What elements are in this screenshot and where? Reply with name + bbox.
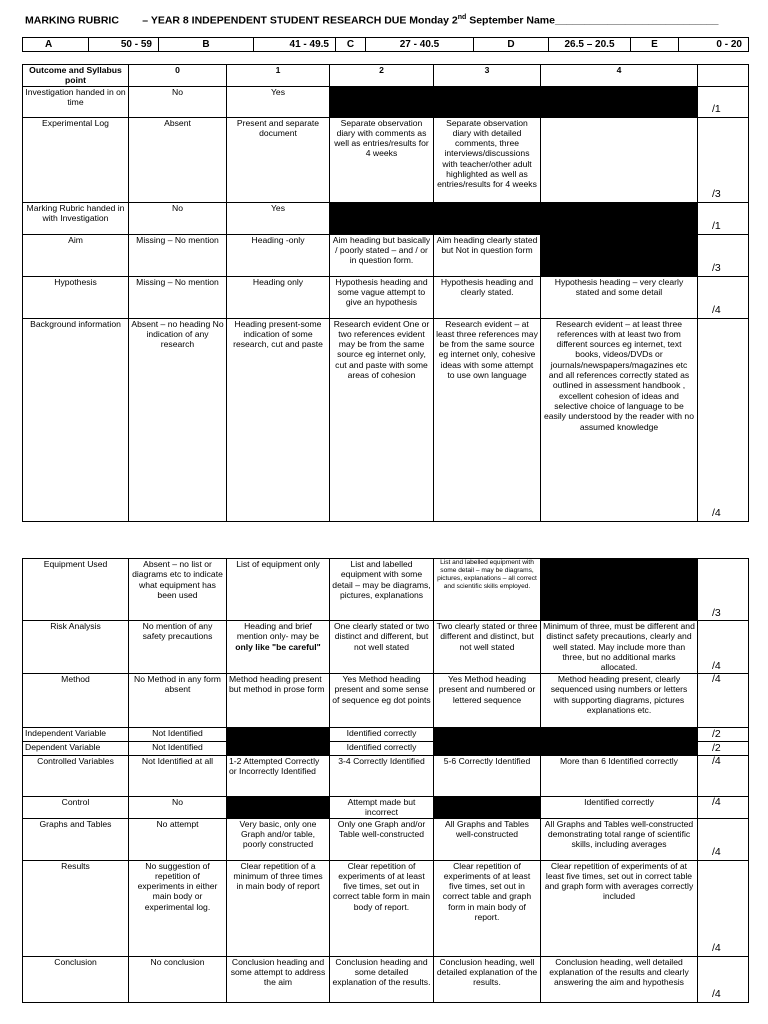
row-background bbox=[23, 318, 749, 521]
row-investigation bbox=[23, 86, 749, 117]
cell-4 bbox=[541, 117, 698, 202]
row-experimental-log bbox=[23, 117, 749, 202]
row-label: Aim bbox=[23, 234, 129, 276]
cell-4: Identified correctly bbox=[541, 797, 698, 819]
cell-1: Clear repetition of a minimum of three times in main body of report bbox=[227, 860, 330, 956]
row-marking-rubric bbox=[23, 202, 749, 234]
row-label: Graphs and Tables bbox=[23, 818, 129, 860]
mark-cell: /4 bbox=[698, 756, 749, 797]
cell-0: No mention of any safety precautions bbox=[129, 621, 227, 674]
row-results bbox=[23, 860, 749, 956]
blacked-out-cell bbox=[227, 728, 330, 742]
row-dependent-variable bbox=[23, 742, 749, 756]
cell-0: Not Identified bbox=[129, 742, 227, 756]
row-label: Marking Rubric handed in with Investigation bbox=[23, 202, 129, 234]
col-header-3: 3 bbox=[434, 65, 541, 87]
mark-cell: /4 bbox=[698, 674, 749, 728]
blacked-out-cell bbox=[434, 742, 698, 756]
mark-cell: /4 bbox=[698, 860, 749, 956]
row-conclusion bbox=[23, 956, 749, 1002]
cell-2: Research evident One or two references evident may be from the same source eg internet only, cut and paste with some areas of cohesion bbox=[330, 318, 434, 521]
cell-1: Very basic, only one Graph and/or table, poorly constructed bbox=[227, 818, 330, 860]
cell-2: Hypothesis heading and some vague attempt to give an hypothesis bbox=[330, 276, 434, 318]
cell-1: Conclusion heading and some attempt to address the aim bbox=[227, 956, 330, 1002]
grade-bands-table bbox=[22, 37, 749, 52]
cell-4: More than 6 Identified correctly bbox=[541, 756, 698, 797]
grade-range-d: 26.5 – 20.5 bbox=[549, 38, 631, 52]
col-header-4: 4 bbox=[541, 65, 698, 87]
row-aim bbox=[23, 234, 749, 276]
blacked-out-cell bbox=[541, 234, 698, 276]
cell-4: Minimum of three, must be different and distinct safety precautions, clearly and well stated. May include more than three, but no additional marks allocated. bbox=[541, 621, 698, 674]
cell-3: All Graphs and Tables well-constructed bbox=[434, 818, 541, 860]
cell-2: Identified correctly bbox=[330, 728, 434, 742]
blacked-out-cell bbox=[434, 728, 698, 742]
cell-0: No bbox=[129, 797, 227, 819]
row-controlled-variables bbox=[23, 756, 749, 797]
cell-0: Not Identified bbox=[129, 728, 227, 742]
cell-2: Aim heading but basically / poorly stated – and / or in question form. bbox=[330, 234, 434, 276]
cell-0: No bbox=[129, 202, 227, 234]
cell-4: Research evident – at least three references with at least two from different sources eg internet, text books, videos/DVDs or journals/newspapers/magazines etc and all references correctly stated as outlined in assessment handbook , excellent cohesion of ideas and selective choice of language to be easily understood by the reader with no assumed knowledge bbox=[541, 318, 698, 521]
cell-4: Method heading present, clearly sequenced using numbers or letters with supporting diagrams, pictures explanations etc. bbox=[541, 674, 698, 728]
page-title bbox=[25, 14, 745, 27]
grade-range-a: 50 - 59 bbox=[89, 38, 159, 52]
row-hypothesis bbox=[23, 276, 749, 318]
cell-2: Clear repetition of experiments of at least five times, set out in correct table form in main body of report. bbox=[330, 860, 434, 956]
risk-cell-1-text: Heading and brief mention only- may be bbox=[236, 621, 320, 642]
grade-letter-c: C bbox=[336, 38, 366, 52]
cell-0: Absent bbox=[129, 117, 227, 202]
cell-2: List and labelled equipment with some detail – may be diagrams, pictures, explanations bbox=[330, 559, 434, 621]
mark-cell: /1 bbox=[698, 86, 749, 117]
rubric-table-1 bbox=[22, 64, 749, 522]
cell-0: No conclusion bbox=[129, 956, 227, 1002]
mark-cell: /2 bbox=[698, 728, 749, 742]
cell-0: No bbox=[129, 86, 227, 117]
cell-1 bbox=[227, 621, 330, 674]
row-label: Results bbox=[23, 860, 129, 956]
cell-1: List of equipment only bbox=[227, 559, 330, 621]
grade-range-b: 41 - 49.5 bbox=[254, 38, 336, 52]
mark-cell: /4 bbox=[698, 956, 749, 1002]
blacked-out-cell bbox=[330, 86, 698, 117]
header-row bbox=[23, 65, 749, 87]
cell-0: No attempt bbox=[129, 818, 227, 860]
blacked-out-cell bbox=[227, 742, 330, 756]
row-label: Investigation handed in on time bbox=[23, 86, 129, 117]
row-risk-analysis bbox=[23, 621, 749, 674]
mark-cell: /3 bbox=[698, 234, 749, 276]
cell-2: Attempt made but incorrect bbox=[330, 797, 434, 819]
col-header-mark bbox=[698, 65, 749, 87]
cell-2: Only one Graph and/or Table well-constructed bbox=[330, 818, 434, 860]
cell-0: Absent – no list or diagrams etc to indicate what equipment has been used bbox=[129, 559, 227, 621]
cell-1: Heading -only bbox=[227, 234, 330, 276]
row-label: Dependent Variable bbox=[23, 742, 129, 756]
mark-cell: /3 bbox=[698, 117, 749, 202]
cell-4: Conclusion heading, well detailed explanation of the results and clearly answering the aim and hypothesis bbox=[541, 956, 698, 1002]
blacked-out-cell bbox=[227, 797, 330, 819]
row-label: Experimental Log bbox=[23, 117, 129, 202]
cell-2: Conclusion heading and some detailed explanation of the results. bbox=[330, 956, 434, 1002]
col-header-1: 1 bbox=[227, 65, 330, 87]
col-header-2: 2 bbox=[330, 65, 434, 87]
cell-1: Present and separate document bbox=[227, 117, 330, 202]
mark-cell: /1 bbox=[698, 202, 749, 234]
rubric-table-2 bbox=[22, 558, 749, 1003]
title-mid: – YEAR 8 INDEPENDENT STUDENT RESEARCH DUE Monday 2 bbox=[142, 14, 458, 27]
cell-0: No Method in any form absent bbox=[129, 674, 227, 728]
cell-3: Two clearly stated or three different and distinct, but not well stated bbox=[434, 621, 541, 674]
title-end: September Name____________________________ bbox=[466, 14, 719, 27]
col-header-0: 0 bbox=[129, 65, 227, 87]
row-label: Background information bbox=[23, 318, 129, 521]
row-label: Conclusion bbox=[23, 956, 129, 1002]
cell-0: Not Identified at all bbox=[129, 756, 227, 797]
row-graphs-tables bbox=[23, 818, 749, 860]
cell-1: Method heading present but method in prose form bbox=[227, 674, 330, 728]
cell-3: Conclusion heading, well detailed explanation of the results. bbox=[434, 956, 541, 1002]
mark-cell: /4 bbox=[698, 797, 749, 819]
row-label: Method bbox=[23, 674, 129, 728]
row-control bbox=[23, 797, 749, 819]
cell-3: Clear repetition of experiments of at least five times, set out in correct table and graph form in main body of report. bbox=[434, 860, 541, 956]
cell-3: List and labelled equipment with some detail – may be diagrams, pictures, explanations – all correct and scientific skills employed. bbox=[434, 559, 541, 621]
cell-2: Yes Method heading present and some sense of sequence eg dot points bbox=[330, 674, 434, 728]
cell-2: 3-4 Correctly Identified bbox=[330, 756, 434, 797]
cell-1: Heading present-some indication of some research, cut and paste bbox=[227, 318, 330, 521]
cell-1: 1-2 Attempted Correctly or Incorrectly Identified bbox=[227, 756, 330, 797]
blacked-out-cell bbox=[330, 202, 698, 234]
row-label: Independent Variable bbox=[23, 728, 129, 742]
mark-cell: /4 bbox=[698, 621, 749, 674]
row-label: Equipment Used bbox=[23, 559, 129, 621]
cell-0: Missing – No mention bbox=[129, 234, 227, 276]
cell-0: Missing – No mention bbox=[129, 276, 227, 318]
mark-cell: /4 bbox=[698, 276, 749, 318]
row-method bbox=[23, 674, 749, 728]
cell-3: Aim heading clearly stated but Not in question form bbox=[434, 234, 541, 276]
cell-2: One clearly stated or two distinct and different, but not well stated bbox=[330, 621, 434, 674]
grade-letter-d: D bbox=[474, 38, 549, 52]
cell-2: Separate observation diary with comments as well as entries/results for 4 weeks bbox=[330, 117, 434, 202]
row-label: Control bbox=[23, 797, 129, 819]
cell-3: Research evident – at least three references may be from the same source eg internet only, cohesive ideas with some attempt to use own language bbox=[434, 318, 541, 521]
row-label: Risk Analysis bbox=[23, 621, 129, 674]
cell-4: All Graphs and Tables well-constructed demonstrating total range of scientific skills, including averages bbox=[541, 818, 698, 860]
row-equipment bbox=[23, 559, 749, 621]
risk-cell-1-bold: only like "be careful" bbox=[235, 641, 321, 652]
blacked-out-cell bbox=[434, 797, 541, 819]
mark-cell: /3 bbox=[698, 559, 749, 621]
cell-3: 5-6 Correctly Identified bbox=[434, 756, 541, 797]
blacked-out-cell bbox=[541, 559, 698, 621]
title-sup: nd bbox=[457, 14, 467, 21]
cell-1: Yes bbox=[227, 202, 330, 234]
title-left: MARKING RUBRIC bbox=[25, 14, 119, 27]
grade-bands-row bbox=[23, 38, 749, 52]
cell-1: Yes bbox=[227, 86, 330, 117]
mark-cell: /2 bbox=[698, 742, 749, 756]
cell-3: Separate observation diary with detailed comments, three interviews/discussions with teacher/other adult highlighted as well as entries/results for 4 weeks bbox=[434, 117, 541, 202]
row-label: Controlled Variables bbox=[23, 756, 129, 797]
mark-cell: /4 bbox=[698, 318, 749, 521]
cell-4: Hypothesis heading – very clearly stated and some detail bbox=[541, 276, 698, 318]
cell-4: Clear repetition of experiments of at least five times, set out in correct table and graph form with averages correctly included bbox=[541, 860, 698, 956]
cell-2: Identified correctly bbox=[330, 742, 434, 756]
cell-0: Absent – no heading No indication of any research bbox=[129, 318, 227, 521]
cell-3: Hypothesis heading and clearly stated. bbox=[434, 276, 541, 318]
row-label: Hypothesis bbox=[23, 276, 129, 318]
cell-3: Yes Method heading present and numbered or lettered sequence bbox=[434, 674, 541, 728]
grade-range-c: 27 - 40.5 bbox=[366, 38, 474, 52]
grade-letter-a: A bbox=[23, 38, 89, 52]
grade-letter-e: E bbox=[631, 38, 679, 52]
cell-0: No suggestion of repetition of experiments in either main body or experimental log. bbox=[129, 860, 227, 956]
cell-1: Heading only bbox=[227, 276, 330, 318]
row-independent-variable bbox=[23, 728, 749, 742]
col-header-outcome: Outcome and Syllabus point bbox=[23, 65, 129, 87]
grade-letter-b: B bbox=[159, 38, 254, 52]
mark-cell: /4 bbox=[698, 818, 749, 860]
grade-range-e: 0 - 20 bbox=[679, 38, 749, 52]
